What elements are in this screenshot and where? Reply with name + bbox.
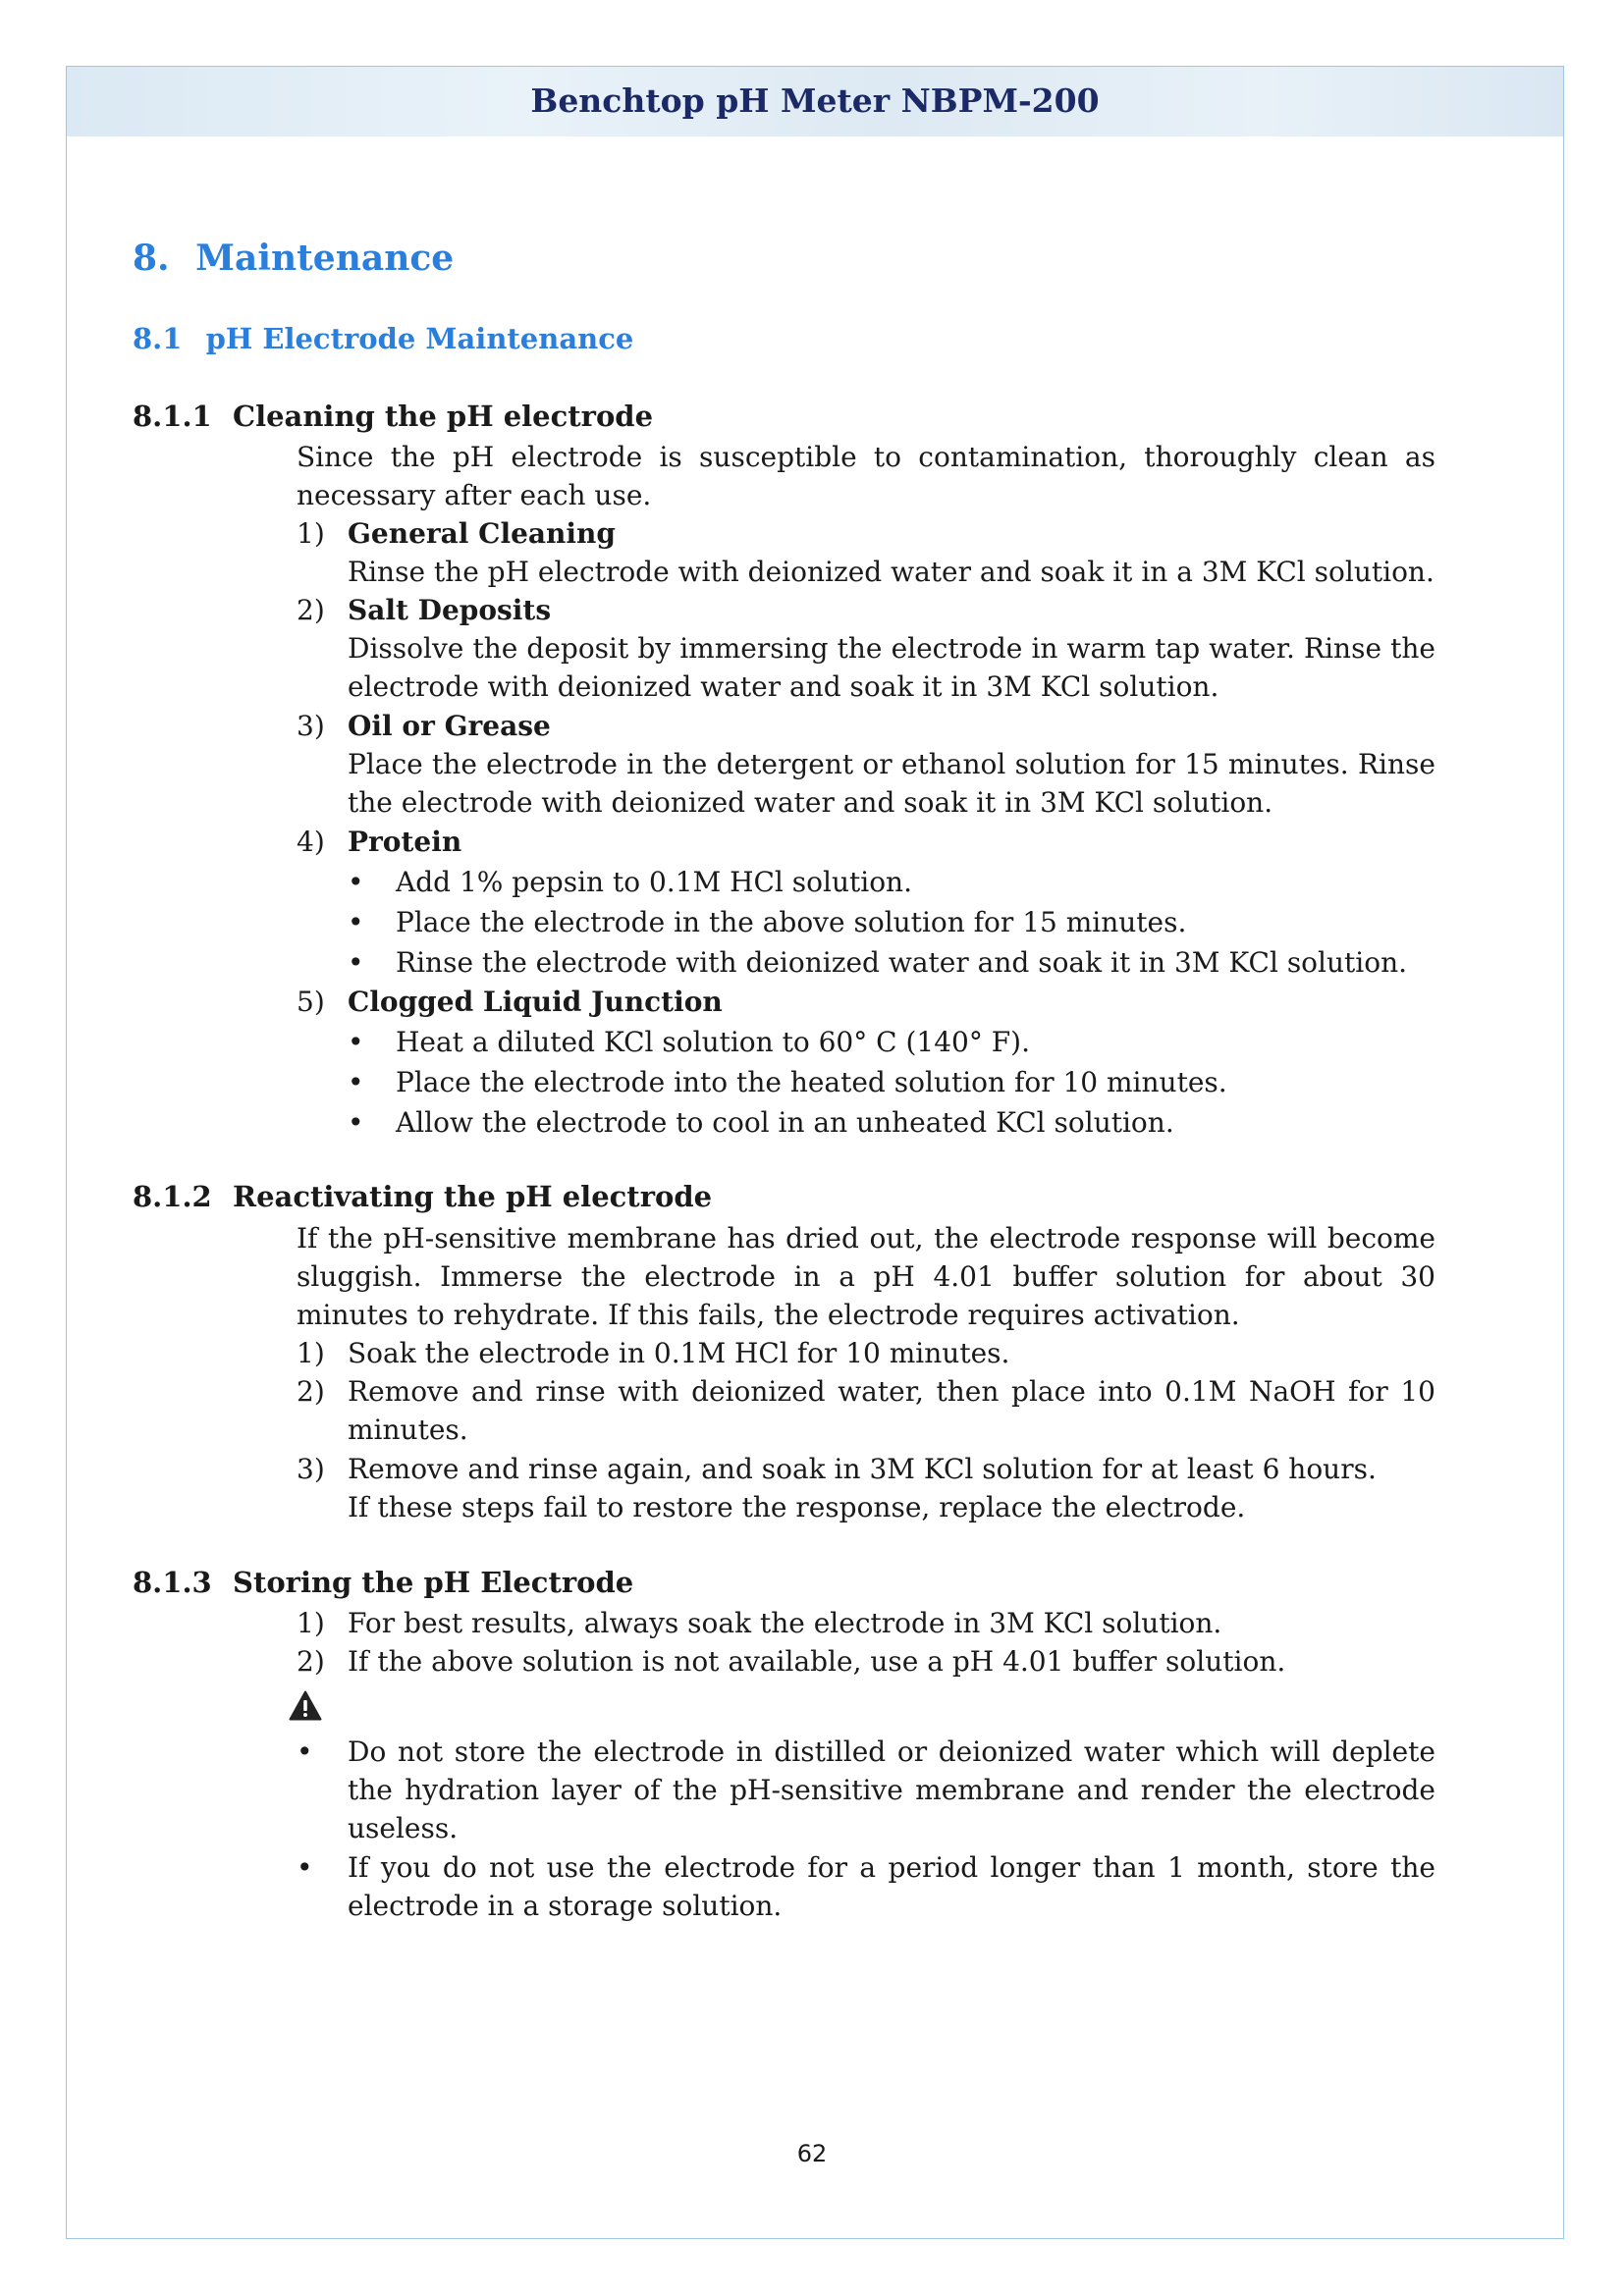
item-number: 1) <box>297 517 325 550</box>
list-item: Rinse the electrode with deionized water and soak it in 3M KCl solution. <box>396 946 1408 979</box>
heading-title: Cleaning the pH electrode <box>233 400 654 433</box>
item-number: 2) <box>297 594 325 626</box>
step-number: 1) <box>297 1607 325 1639</box>
step-item <box>297 1334 1435 1372</box>
heading-number: 8.1.2 <box>133 1180 212 1213</box>
item-title: Clogged Liquid Junction <box>348 986 723 1018</box>
cleaning-intro: Since the pH electrode is susceptible to contamination, thoroughly clean as necessary after each use. <box>297 441 1435 511</box>
item-general-cleaning <box>297 514 616 553</box>
page-number: 62 <box>796 2140 828 2167</box>
step-item <box>297 1642 1435 1681</box>
list-item: Place the electrode in the above solution for 15 minutes. <box>396 906 1187 938</box>
item-number: 4) <box>297 826 325 858</box>
list-item: Allow the electrode to cool in an unheated KCl solution. <box>396 1106 1174 1139</box>
section-title: Maintenance <box>195 238 455 279</box>
item-number: 3) <box>297 710 325 742</box>
item-text: Dissolve the deposit by immersing the electrode in warm tap water. Rinse the electrode with deionized water and soak it in 3M KCl solution. <box>348 632 1435 703</box>
warning-item: If you do not use the electrode for a period longer than 1 month, store the electrode in a storage solution. <box>348 1851 1435 1922</box>
section-number: 8. <box>133 238 170 279</box>
bullet-icon: • <box>348 1106 364 1139</box>
reactivating-intro: If the pH-sensitive membrane has dried out, the electrode response will become sluggish. Immerse the electrode in a pH 4.01 buffer solution for about 30 minutes to rehydrate. If this fails, the electrode requires activation. <box>297 1222 1435 1331</box>
heading-8-1-2 <box>133 1180 712 1213</box>
step-text: Remove and rinse with deionized water, then place into 0.1M NaOH for 10 minutes. <box>348 1375 1435 1446</box>
step-item <box>297 1604 1435 1642</box>
item-clogged-junction <box>297 983 723 1021</box>
item-title: Salt Deposits <box>348 594 552 626</box>
list-item: Add 1% pepsin to 0.1M HCl solution. <box>396 866 912 898</box>
heading-8-1-3 <box>133 1566 633 1599</box>
subsection-title: pH Electrode Maintenance <box>205 322 634 355</box>
heading-title: Storing the pH Electrode <box>233 1566 634 1599</box>
document-title: Benchtop pH Meter NBPM-200 <box>530 81 1100 120</box>
item-protein <box>297 823 461 861</box>
heading-number: 8.1.1 <box>133 400 212 433</box>
item-oil-grease <box>297 707 551 745</box>
item-text: Rinse the pH electrode with deionized water and soak it in a 3M KCl solution. <box>348 556 1435 588</box>
bullet-icon: • <box>297 1851 313 1884</box>
heading-number: 8.1.3 <box>133 1566 212 1599</box>
subsection-heading <box>133 322 633 355</box>
item-text: Place the electrode in the detergent or ethanol solution for 15 minutes. Rinse the electrode with deionized water and soak it in 3M KCl solution. <box>348 748 1435 819</box>
heading-title: Reactivating the pH electrode <box>233 1180 713 1213</box>
reactivating-note: If these steps fail to restore the response, replace the electrode. <box>348 1491 1246 1523</box>
warning-item: Do not store the electrode in distilled or deionized water which will deplete the hydration layer of the pH-sensitive membrane and render the electrode useless. <box>348 1735 1435 1844</box>
list-item: Heat a diluted KCl solution to 60° C (140° F). <box>396 1026 1030 1058</box>
bullet-icon: • <box>348 906 364 938</box>
item-salt-deposits <box>297 591 551 629</box>
item-number: 5) <box>297 986 325 1018</box>
bullet-icon: • <box>348 866 364 898</box>
item-title: General Cleaning <box>348 517 616 550</box>
item-title: Oil or Grease <box>348 710 551 742</box>
list-item: Place the electrode into the heated solution for 10 minutes. <box>396 1066 1227 1098</box>
warning-triangle-icon <box>289 1690 322 1721</box>
step-text: Soak the electrode in 0.1M HCl for 10 minutes. <box>348 1337 1010 1369</box>
bullet-icon: • <box>348 946 364 979</box>
section-heading <box>133 238 454 279</box>
bullet-icon: • <box>297 1735 313 1768</box>
step-text: If the above solution is not available, use a pH 4.01 buffer solution. <box>348 1645 1286 1678</box>
heading-8-1-1 <box>133 400 653 433</box>
step-text: For best results, always soak the electrode in 3M KCl solution. <box>348 1607 1222 1639</box>
item-title: Protein <box>348 826 462 858</box>
step-number: 3) <box>297 1453 325 1485</box>
step-number: 2) <box>297 1645 325 1678</box>
bullet-icon: • <box>348 1026 364 1058</box>
subsection-number: 8.1 <box>133 322 183 355</box>
step-number: 1) <box>297 1337 325 1369</box>
bullet-icon: • <box>348 1066 364 1098</box>
step-text: Remove and rinse again, and soak in 3M KCl solution for at least 6 hours. <box>348 1453 1377 1485</box>
step-number: 2) <box>297 1375 325 1408</box>
